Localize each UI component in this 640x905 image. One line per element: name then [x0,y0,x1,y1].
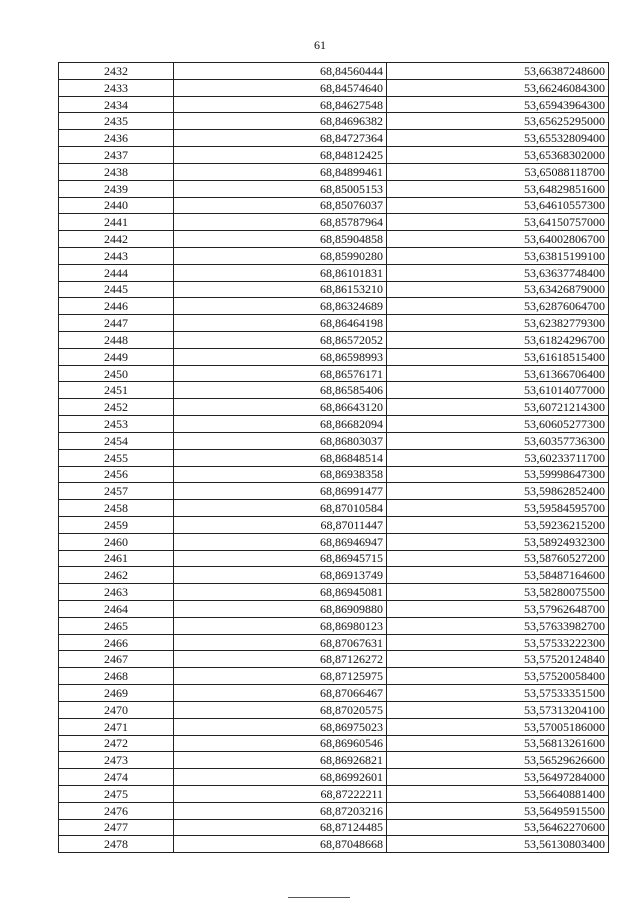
point-number-cell: 2474 [59,769,174,786]
table-row [59,617,609,634]
page-number: 61 [314,38,326,52]
coordinate-x-cell: 68,86643120 [174,399,387,416]
point-number-cell: 2452 [59,399,174,416]
coordinate-x-cell: 68,87011447 [174,516,387,533]
point-number-cell: 2437 [59,147,174,164]
table-row [59,466,609,483]
point-number-cell: 2454 [59,432,174,449]
table-row [59,63,609,80]
coordinate-x-cell: 68,86945715 [174,550,387,567]
table-row [59,315,609,332]
coordinate-y-cell: 53,56497284000 [387,769,609,786]
table-row [59,197,609,214]
coordinate-y-cell: 53,56462270600 [387,819,609,836]
coordinate-y-cell: 53,58280075500 [387,584,609,601]
table-row [59,584,609,601]
table-row [59,449,609,466]
table-row [59,113,609,130]
coordinate-x-cell: 68,86960546 [174,735,387,752]
table-row [59,332,609,349]
table-row [59,567,609,584]
coordinate-x-cell: 68,84627548 [174,96,387,113]
coordinates-table-body [59,63,609,853]
point-number-cell: 2477 [59,819,174,836]
coordinate-x-cell: 68,87010584 [174,500,387,517]
point-number-cell: 2464 [59,601,174,618]
coordinate-y-cell: 53,56529626600 [387,752,609,769]
coordinate-x-cell: 68,86682094 [174,416,387,433]
coordinate-y-cell: 53,56130803400 [387,836,609,853]
coordinate-y-cell: 53,62382779300 [387,315,609,332]
coordinate-y-cell: 53,64150757000 [387,214,609,231]
table-row [59,180,609,197]
point-number-cell: 2455 [59,449,174,466]
coordinate-y-cell: 53,63426879000 [387,281,609,298]
coordinate-y-cell: 53,60233711700 [387,449,609,466]
table-row [59,685,609,702]
coordinate-x-cell: 68,86946947 [174,533,387,550]
coordinate-x-cell: 68,86576171 [174,365,387,382]
coordinate-x-cell: 68,85005153 [174,180,387,197]
point-number-cell: 2476 [59,802,174,819]
coordinate-x-cell: 68,86324689 [174,298,387,315]
coordinate-y-cell: 53,65943964300 [387,96,609,113]
coordinate-x-cell: 68,86598993 [174,348,387,365]
coordinate-y-cell: 53,60357736300 [387,432,609,449]
table-row [59,500,609,517]
table-row [59,785,609,802]
coordinate-x-cell: 68,84727364 [174,130,387,147]
coordinate-y-cell: 53,59236215200 [387,516,609,533]
point-number-cell: 2461 [59,550,174,567]
coordinate-x-cell: 68,86926821 [174,752,387,769]
coordinate-y-cell: 53,66246084300 [387,79,609,96]
scan-mark [288,897,350,898]
table-row [59,651,609,668]
table-row [59,701,609,718]
table-row [59,79,609,96]
coordinate-x-cell: 68,85904858 [174,231,387,248]
point-number-cell: 2439 [59,180,174,197]
coordinate-y-cell: 53,65368302000 [387,147,609,164]
point-number-cell: 2438 [59,163,174,180]
coordinate-y-cell: 53,65532809400 [387,130,609,147]
coordinate-y-cell: 53,57633982700 [387,617,609,634]
coordinate-y-cell: 53,63637748400 [387,264,609,281]
coordinate-x-cell: 68,86848514 [174,449,387,466]
coordinate-x-cell: 68,87125975 [174,668,387,685]
coordinate-x-cell: 68,86945081 [174,584,387,601]
table-row [59,432,609,449]
table-row [59,483,609,500]
coordinate-x-cell: 68,87124485 [174,819,387,836]
coordinate-x-cell: 68,85990280 [174,247,387,264]
table-row [59,769,609,786]
coordinate-y-cell: 53,65088118700 [387,163,609,180]
point-number-cell: 2469 [59,685,174,702]
table-row [59,247,609,264]
coordinate-x-cell: 68,84696382 [174,113,387,130]
point-number-cell: 2433 [59,79,174,96]
table-row [59,802,609,819]
coordinate-y-cell: 53,59584595700 [387,500,609,517]
table-row [59,836,609,853]
coordinate-x-cell: 68,84812425 [174,147,387,164]
point-number-cell: 2456 [59,466,174,483]
coordinate-x-cell: 68,85787964 [174,214,387,231]
coordinate-x-cell: 68,86585406 [174,382,387,399]
table-row [59,550,609,567]
table-row [59,281,609,298]
table-row [59,399,609,416]
coordinate-y-cell: 53,60721214300 [387,399,609,416]
coordinate-y-cell: 53,57520058400 [387,668,609,685]
coordinate-x-cell: 68,86938358 [174,466,387,483]
point-number-cell: 2441 [59,214,174,231]
point-number-cell: 2459 [59,516,174,533]
point-number-cell: 2478 [59,836,174,853]
point-number-cell: 2471 [59,718,174,735]
coordinate-y-cell: 53,66387248600 [387,63,609,80]
coordinate-y-cell: 53,58924932300 [387,533,609,550]
coordinate-x-cell: 68,87067631 [174,634,387,651]
point-number-cell: 2460 [59,533,174,550]
coordinate-y-cell: 53,61366706400 [387,365,609,382]
table-row [59,533,609,550]
table-row [59,163,609,180]
coordinate-y-cell: 53,57533351500 [387,685,609,702]
coordinate-x-cell: 68,87020575 [174,701,387,718]
point-number-cell: 2448 [59,332,174,349]
coordinate-x-cell: 68,87203216 [174,802,387,819]
point-number-cell: 2451 [59,382,174,399]
coordinate-x-cell: 68,87222211 [174,785,387,802]
point-number-cell: 2446 [59,298,174,315]
coordinate-y-cell: 53,56495915500 [387,802,609,819]
table-row [59,382,609,399]
table-row [59,147,609,164]
coordinate-x-cell: 68,87066467 [174,685,387,702]
table-row [59,416,609,433]
coordinate-y-cell: 53,64610557300 [387,197,609,214]
point-number-cell: 2470 [59,701,174,718]
coordinate-x-cell: 68,86913749 [174,567,387,584]
point-number-cell: 2472 [59,735,174,752]
coordinate-y-cell: 53,64829851600 [387,180,609,197]
point-number-cell: 2465 [59,617,174,634]
table-row [59,231,609,248]
coordinate-y-cell: 53,58487164600 [387,567,609,584]
point-number-cell: 2457 [59,483,174,500]
coordinate-y-cell: 53,61618515400 [387,348,609,365]
point-number-cell: 2435 [59,113,174,130]
coordinates-table [58,62,609,853]
table-row [59,819,609,836]
point-number-cell: 2458 [59,500,174,517]
coordinate-x-cell: 68,86909880 [174,601,387,618]
coordinate-x-cell: 68,86101831 [174,264,387,281]
coordinate-x-cell: 68,86464198 [174,315,387,332]
point-number-cell: 2447 [59,315,174,332]
coordinate-x-cell: 68,84574640 [174,79,387,96]
coordinate-y-cell: 53,63815199100 [387,247,609,264]
coordinate-x-cell: 68,86803037 [174,432,387,449]
point-number-cell: 2466 [59,634,174,651]
coordinate-x-cell: 68,86991477 [174,483,387,500]
table-row [59,601,609,618]
point-number-cell: 2453 [59,416,174,433]
coordinate-x-cell: 68,87126272 [174,651,387,668]
coordinate-x-cell: 68,84899461 [174,163,387,180]
coordinate-x-cell: 68,86980123 [174,617,387,634]
coordinate-x-cell: 68,85076037 [174,197,387,214]
coordinate-x-cell: 68,86975023 [174,718,387,735]
point-number-cell: 2475 [59,785,174,802]
coordinate-y-cell: 53,61824296700 [387,332,609,349]
point-number-cell: 2468 [59,668,174,685]
point-number-cell: 2442 [59,231,174,248]
point-number-cell: 2445 [59,281,174,298]
table-row [59,634,609,651]
coordinate-y-cell: 53,58760527200 [387,550,609,567]
table-row [59,130,609,147]
table-row [59,348,609,365]
coordinate-y-cell: 53,59998647300 [387,466,609,483]
point-number-cell: 2473 [59,752,174,769]
point-number-cell: 2444 [59,264,174,281]
point-number-cell: 2449 [59,348,174,365]
coordinate-y-cell: 53,57005186000 [387,718,609,735]
point-number-cell: 2462 [59,567,174,584]
table-row [59,516,609,533]
coordinate-y-cell: 53,61014077000 [387,382,609,399]
coordinate-y-cell: 53,57962648700 [387,601,609,618]
point-number-cell: 2440 [59,197,174,214]
table-row [59,298,609,315]
coordinate-x-cell: 68,86572052 [174,332,387,349]
coordinate-y-cell: 53,64002806700 [387,231,609,248]
coordinate-y-cell: 53,59862852400 [387,483,609,500]
table-row [59,96,609,113]
table-row [59,668,609,685]
coordinate-x-cell: 68,84560444 [174,63,387,80]
table-row [59,735,609,752]
point-number-cell: 2436 [59,130,174,147]
coordinate-x-cell: 68,86153210 [174,281,387,298]
coordinate-y-cell: 53,57520124840 [387,651,609,668]
coordinate-y-cell: 53,57313204100 [387,701,609,718]
table-row [59,264,609,281]
point-number-cell: 2450 [59,365,174,382]
coordinate-y-cell: 53,56640881400 [387,785,609,802]
coordinate-y-cell: 53,56813261600 [387,735,609,752]
coordinate-x-cell: 68,87048668 [174,836,387,853]
table-row [59,752,609,769]
coordinate-y-cell: 53,62876064700 [387,298,609,315]
table-row [59,365,609,382]
point-number-cell: 2467 [59,651,174,668]
table-row [59,718,609,735]
coordinate-y-cell: 53,65625295000 [387,113,609,130]
point-number-cell: 2434 [59,96,174,113]
point-number-cell: 2432 [59,63,174,80]
coordinate-x-cell: 68,86992601 [174,769,387,786]
point-number-cell: 2463 [59,584,174,601]
table-row [59,214,609,231]
coordinate-y-cell: 53,60605277300 [387,416,609,433]
point-number-cell: 2443 [59,247,174,264]
coordinate-y-cell: 53,57533222300 [387,634,609,651]
